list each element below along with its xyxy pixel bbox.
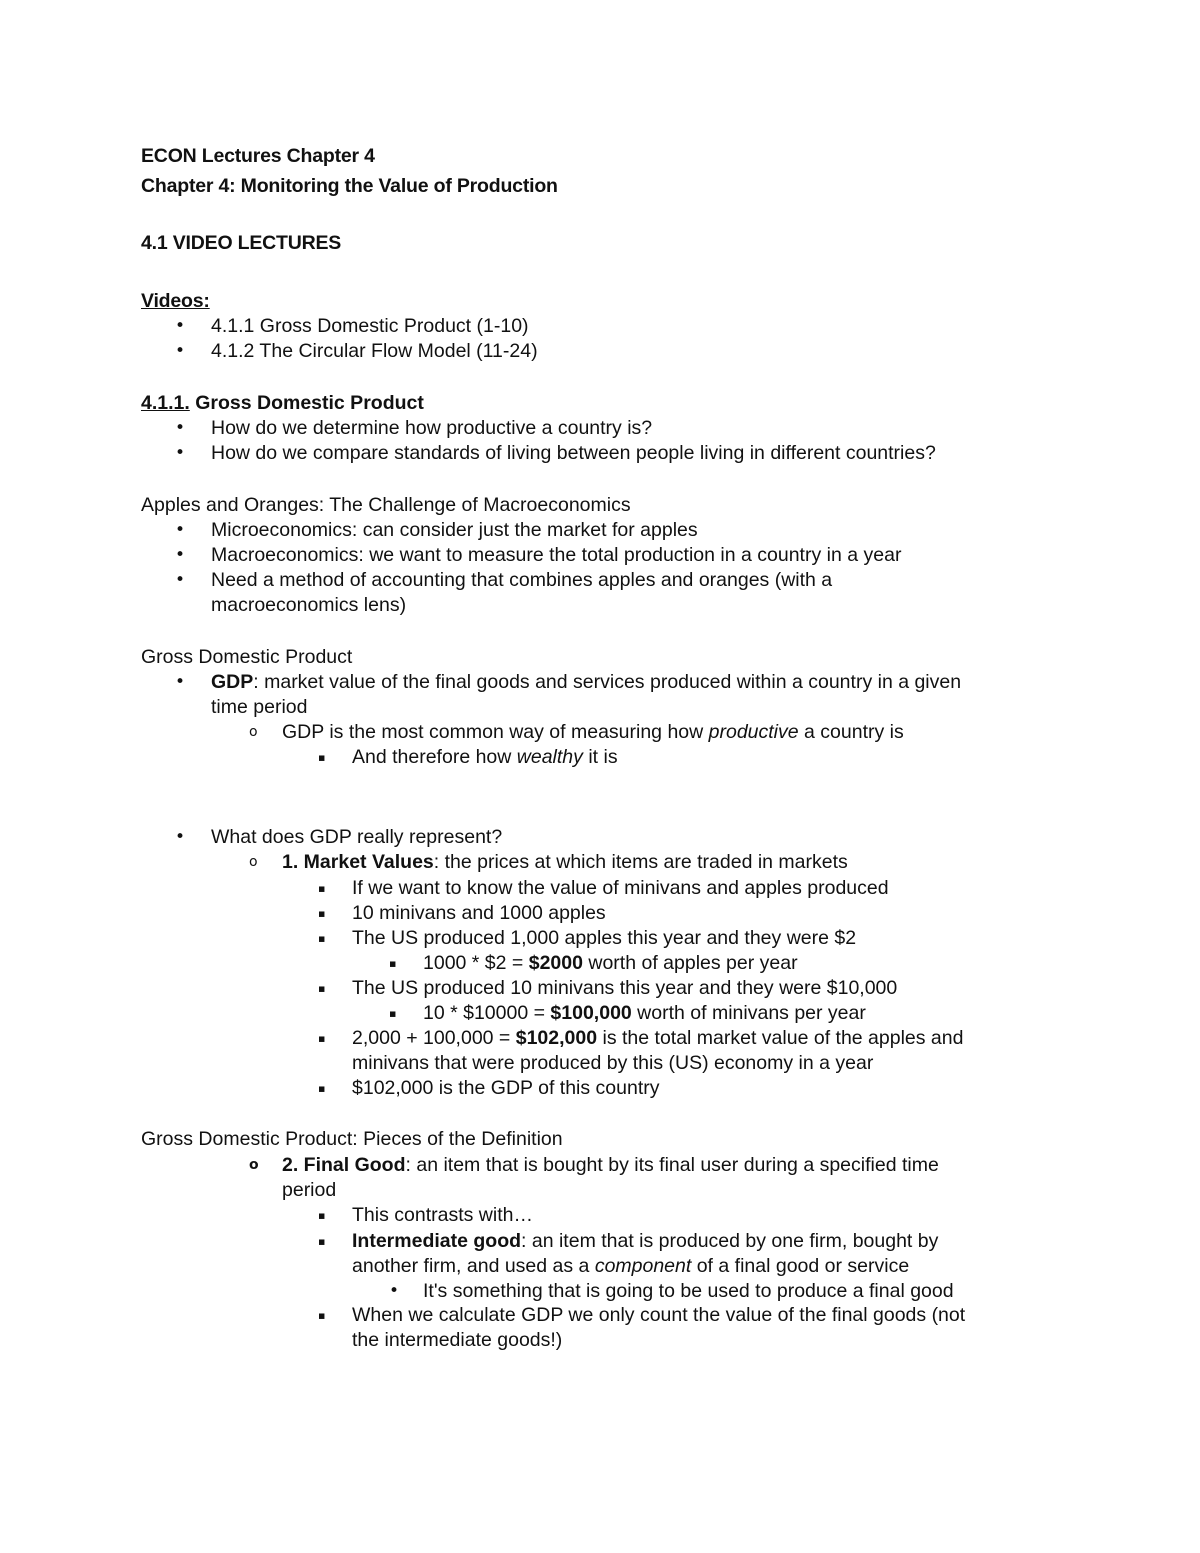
sub-sub-sub-item: It's something that is going to be used to produce a final good xyxy=(423,1280,954,1302)
calc-text: 1000 * $2 = xyxy=(423,952,529,974)
sub-sub-item xyxy=(352,745,618,770)
circle-bullet-icon: o xyxy=(249,724,258,740)
square-bullet-icon: ▪ xyxy=(318,1235,326,1248)
market-values-item xyxy=(282,850,848,875)
square-bullet-icon: ▪ xyxy=(318,1032,326,1045)
market-values-term: 1. Market Values xyxy=(282,851,434,873)
final-good-def: : an item that is bought by its final user during a specified time xyxy=(405,1154,939,1176)
square-bullet-icon: ▪ xyxy=(389,957,397,970)
sub-sub-item-text: And therefore how xyxy=(352,746,517,768)
circle-bullet-icon: o xyxy=(249,1157,259,1173)
square-bullet-icon: ▪ xyxy=(318,982,326,995)
sub-sub-item-continuation: the intermediate goods!) xyxy=(352,1329,563,1351)
calc-text: 10 * $10000 = xyxy=(423,1002,551,1024)
gdp-heading: Gross Domestic Product xyxy=(141,646,353,668)
square-bullet-icon: ▪ xyxy=(318,907,326,920)
gdp-section-heading xyxy=(141,391,424,416)
bullet-icon: • xyxy=(175,418,186,438)
sub-sub-item-text: it is xyxy=(582,746,618,768)
sub-item-text: GDP is the most common way of measuring how xyxy=(282,721,709,743)
section-number: 4.1.1. xyxy=(141,392,190,414)
list-item: Macroeconomics: we want to measure the total production in a country in a year xyxy=(211,544,902,566)
gdp-term: GDP xyxy=(211,671,254,693)
sub-item-text: a country is xyxy=(798,721,904,743)
bullet-icon: • xyxy=(175,520,186,540)
total-item-continuation: minivans that were produced by this (US) economy in a year xyxy=(352,1052,874,1074)
videos-label: Videos: xyxy=(141,290,210,312)
sub-sub-item: The US produced 1,000 apples this year and they were $2 xyxy=(352,927,857,949)
section-heading: 4.1 VIDEO LECTURES xyxy=(141,232,342,254)
sub-sub-item: When we calculate GDP we only count the value of the final goods (not xyxy=(352,1304,966,1326)
page-title: ECON Lectures Chapter 4 xyxy=(141,145,375,167)
intermediate-good-def: : an item that is produced by one firm, bought by xyxy=(521,1230,939,1252)
chapter-subtitle: Chapter 4: Monitoring the Value of Production xyxy=(141,175,558,197)
calc-result: $102,000 xyxy=(515,1027,598,1049)
section-title: Gross Domestic Product xyxy=(189,392,424,414)
bullet-icon: • xyxy=(175,316,186,336)
intermediate-good-continuation xyxy=(352,1254,909,1279)
bullet-icon: • xyxy=(175,443,186,463)
calc-result: $2000 xyxy=(528,952,583,974)
circle-bullet-icon: o xyxy=(249,854,258,870)
calc-text: worth of minivans per year xyxy=(631,1002,866,1024)
italic-text: productive xyxy=(708,721,799,743)
sub-sub-item: The US produced 10 minivans this year and they were $10,000 xyxy=(352,977,898,999)
calc-text: 2,000 + 100,000 = xyxy=(352,1027,516,1049)
square-bullet-icon: ▪ xyxy=(389,1007,397,1020)
bullet-icon: • xyxy=(175,570,186,590)
sub-sub-item: This contrasts with… xyxy=(352,1204,533,1226)
calc-item xyxy=(423,1001,866,1026)
list-item: How do we determine how productive a country is? xyxy=(211,417,653,439)
list-item: Need a method of accounting that combines apples and oranges (with a xyxy=(211,569,833,591)
video-item: 4.1.1 Gross Domestic Product (1-10) xyxy=(211,315,529,337)
market-values-def: : the prices at which items are traded in markets xyxy=(433,851,848,873)
list-item: What does GDP really represent? xyxy=(211,826,503,848)
calc-result: $100,000 xyxy=(550,1002,632,1024)
square-bullet-icon: ▪ xyxy=(318,1082,326,1095)
intermediate-good-item xyxy=(352,1229,938,1254)
list-item-continuation: macroeconomics lens) xyxy=(211,594,407,616)
bullet-icon: • xyxy=(175,545,186,565)
calc-text: worth of apples per year xyxy=(582,952,798,974)
final-good-term: 2. Final Good xyxy=(282,1154,406,1176)
italic-text: wealthy xyxy=(516,746,583,768)
final-good-item xyxy=(282,1153,939,1178)
square-bullet-icon: ▪ xyxy=(318,751,326,764)
total-item xyxy=(352,1026,963,1051)
bullet-icon: • xyxy=(389,1281,400,1301)
sub-item xyxy=(282,720,904,745)
square-bullet-icon: ▪ xyxy=(318,932,326,945)
video-item: 4.1.2 The Circular Flow Model (11-24) xyxy=(211,340,538,362)
intermediate-good-term: Intermediate good xyxy=(352,1230,522,1252)
sub-sub-item: $102,000 is the GDP of this country xyxy=(352,1077,660,1099)
calc-item xyxy=(423,951,798,976)
continuation-text: of a final good or service xyxy=(691,1255,910,1277)
calc-text: is the total market value of the apples and xyxy=(597,1027,964,1049)
square-bullet-icon: ▪ xyxy=(318,882,326,895)
sub-sub-item: 10 minivans and 1000 apples xyxy=(352,902,606,924)
italic-text: component xyxy=(594,1255,692,1277)
gdp-definition xyxy=(211,670,961,695)
continuation-text: another firm, and used as a xyxy=(352,1255,595,1277)
apples-oranges-heading: Apples and Oranges: The Challenge of Macroeconomics xyxy=(141,494,631,516)
sub-sub-item: If we want to know the value of minivans and apples produced xyxy=(352,877,889,899)
bullet-icon: • xyxy=(175,672,186,692)
bullet-icon: • xyxy=(175,341,186,361)
gdp-definition-text: : market value of the final goods and services produced within a country in a given xyxy=(253,671,962,693)
gdp-definition-continuation: time period xyxy=(211,696,308,718)
square-bullet-icon: ▪ xyxy=(318,1209,326,1222)
pieces-heading: Gross Domestic Product: Pieces of the Definition xyxy=(141,1128,563,1150)
list-item: How do we compare standards of living between people living in different countries? xyxy=(211,442,936,464)
bullet-icon: • xyxy=(175,827,186,847)
final-good-continuation: period xyxy=(282,1179,337,1201)
square-bullet-icon: ▪ xyxy=(318,1309,326,1322)
list-item: Microeconomics: can consider just the market for apples xyxy=(211,519,698,541)
